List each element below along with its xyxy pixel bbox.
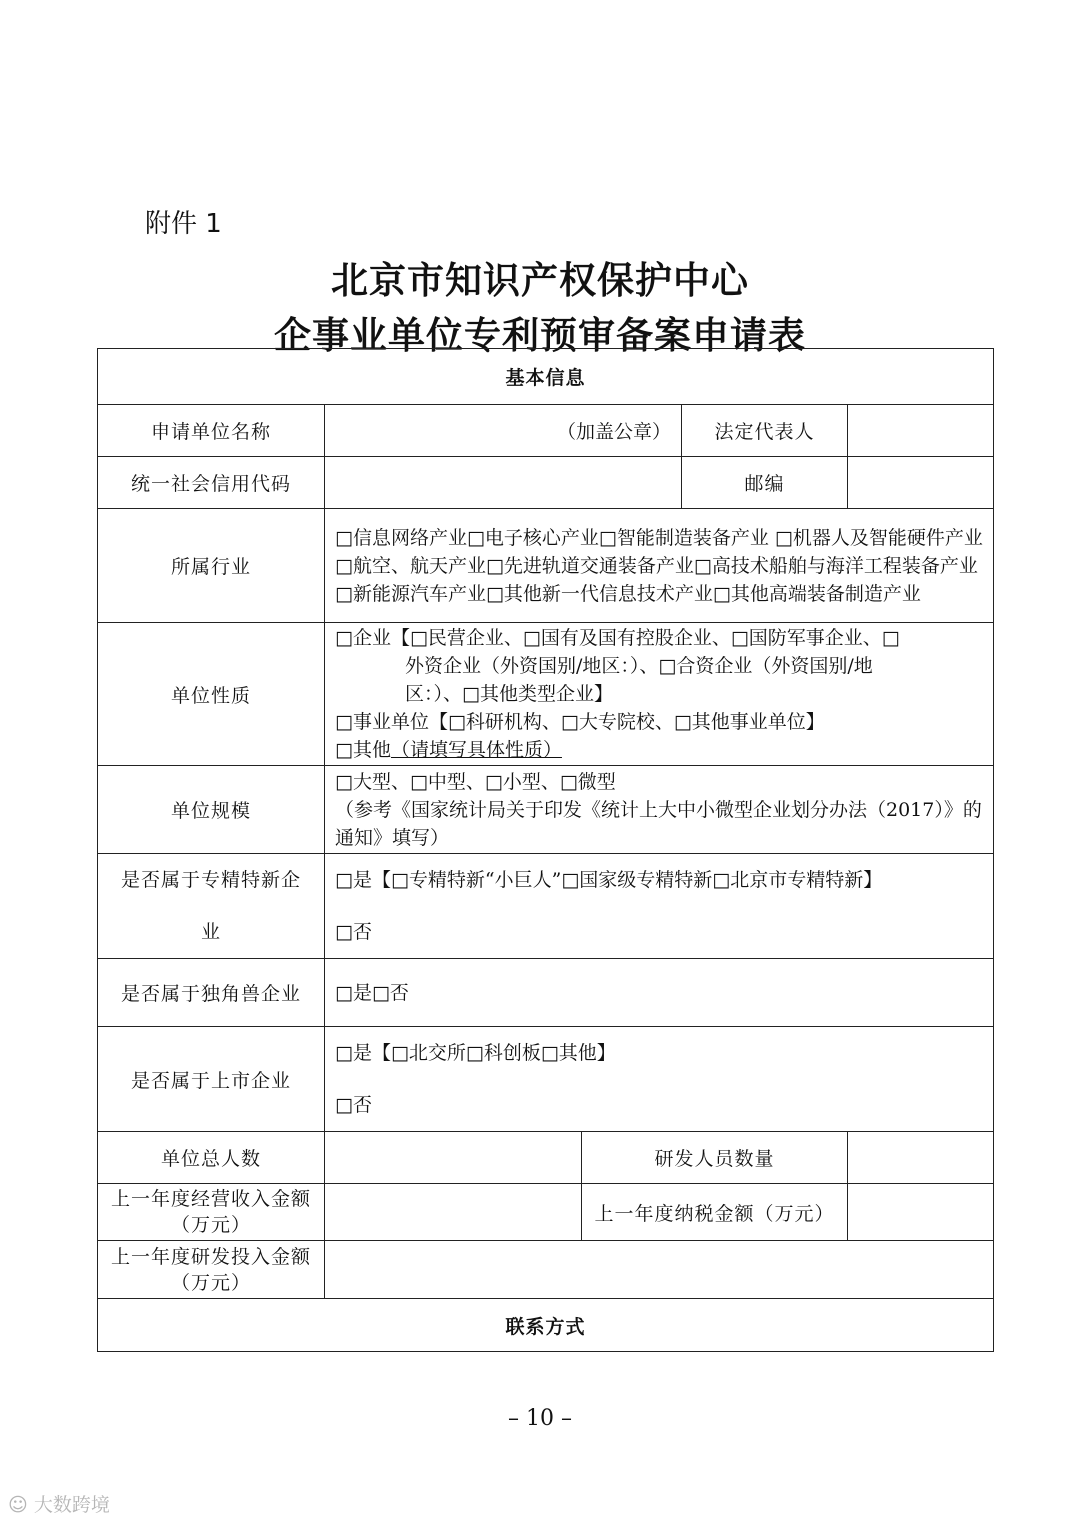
revenue-field[interactable] [325, 1184, 582, 1241]
industry-label: 所属行业 [98, 509, 325, 623]
watermark-logo-icon: ☺ [8, 1494, 34, 1516]
table-row [98, 1027, 994, 1132]
attachment-label: 附件 1 [145, 209, 222, 239]
application-form [97, 348, 994, 1352]
specialized-label-line2: 业 [200, 921, 221, 943]
specialized-no: □否 [335, 921, 372, 943]
watermark-text: 大数跨境 [33, 1494, 110, 1516]
nature-other-prefix: □其他 [335, 739, 391, 761]
nature-other-fill[interactable]: （请填写具体性质） [390, 739, 562, 761]
section-contact: 联系方式 [98, 1299, 994, 1352]
nature-line-foreign: 外资企业（外资国别/地区：）、□合资企业（外资国别/地 [405, 655, 873, 677]
legal-rep-field[interactable] [848, 405, 994, 457]
unicorn-options[interactable]: □是□否 [325, 959, 994, 1027]
nature-line-institution: □事业单位【□科研机构、□大专院校、□其他事业单位】 [335, 711, 825, 733]
unit-scale-label: 单位规模 [98, 766, 325, 854]
legal-rep-label: 法定代表人 [682, 405, 848, 457]
table-row [98, 405, 994, 457]
table-row [98, 766, 994, 854]
title-line-2: 企事业单位专利预审备案申请表 [274, 313, 806, 357]
table-row [98, 959, 994, 1027]
tax-label: 上一年度纳税金额（万元） [582, 1184, 848, 1241]
nature-line-other [335, 736, 983, 764]
rd-staff-label: 研发人员数量 [582, 1132, 848, 1184]
listed-no: □否 [335, 1094, 372, 1116]
applicant-name-label: 申请单位名称 [98, 405, 325, 457]
specialized-yes: □是【□专精特新“小巨人”□国家级专精特新□北京市专精特新】 [335, 869, 883, 891]
title-line-1: 北京市知识产权保护中心 [331, 258, 749, 302]
table-row [98, 457, 994, 509]
listed-yes: □是【□北交所□科创板□其他】 [335, 1042, 616, 1064]
specialized-label-line1: 是否属于专精特新企 [120, 869, 301, 891]
scale-choices: □大型、□中型、□小型、□微型 [335, 770, 616, 793]
specialized-options[interactable] [325, 854, 994, 959]
credit-code-label: 统一社会信用代码 [98, 457, 325, 509]
rd-invest-field[interactable] [325, 1241, 994, 1299]
postal-code-label: 邮编 [682, 457, 848, 509]
unicorn-label: 是否属于独角兽企业 [98, 959, 325, 1027]
listed-options[interactable] [325, 1027, 994, 1132]
section-header-row [98, 349, 994, 405]
total-staff-label: 单位总人数 [98, 1132, 325, 1184]
table-row [98, 1132, 994, 1184]
unit-nature-label: 单位性质 [98, 623, 325, 766]
unit-nature-options[interactable] [325, 623, 994, 766]
watermark [8, 1490, 110, 1517]
table-row [98, 623, 994, 766]
rd-staff-field[interactable] [848, 1132, 994, 1184]
postal-code-field[interactable] [848, 457, 994, 509]
scale-reference-note: （参考《国家统计局关于印发《统计上大中小微型企业划分办法（2017）》的通知》填写） [335, 798, 982, 849]
applicant-name-field[interactable] [325, 405, 682, 457]
table-row [98, 1241, 994, 1299]
total-staff-field[interactable] [325, 1132, 582, 1184]
page-number: – 10 – [508, 1406, 572, 1431]
nature-line-enterprise: □企业【□民营企业、□国有及国有控股企业、□国防军事企业、□ [335, 627, 900, 649]
rd-invest-label: 上一年度研发投入金额（万元） [98, 1241, 325, 1299]
revenue-label: 上一年度经营收入金额（万元） [98, 1184, 325, 1241]
seal-note: （加盖公章） [556, 421, 671, 443]
table-row [98, 854, 994, 959]
table-row [98, 509, 994, 623]
unit-scale-options[interactable] [325, 766, 994, 854]
credit-code-field[interactable] [325, 457, 682, 509]
section-basic-info: 基本信息 [98, 349, 994, 405]
table-row [98, 1184, 994, 1241]
specialized-label [98, 854, 325, 959]
tax-field[interactable] [848, 1184, 994, 1241]
industry-options[interactable]: □信息网络产业□电子核心产业□智能制造装备产业 □机器人及智能硬件产业 □航空、航天产业□先进轨道交通装备产业□高技术船舶与海洋工程装备产业□新能源汽车产业□其他新一代信息技术产业□其他高端装备制造产业 [325, 509, 994, 623]
section-header-row [98, 1299, 994, 1352]
listed-label: 是否属于上市企业 [98, 1027, 325, 1132]
nature-line-other-enterprise: 区：）、□其他类型企业】 [405, 683, 613, 705]
